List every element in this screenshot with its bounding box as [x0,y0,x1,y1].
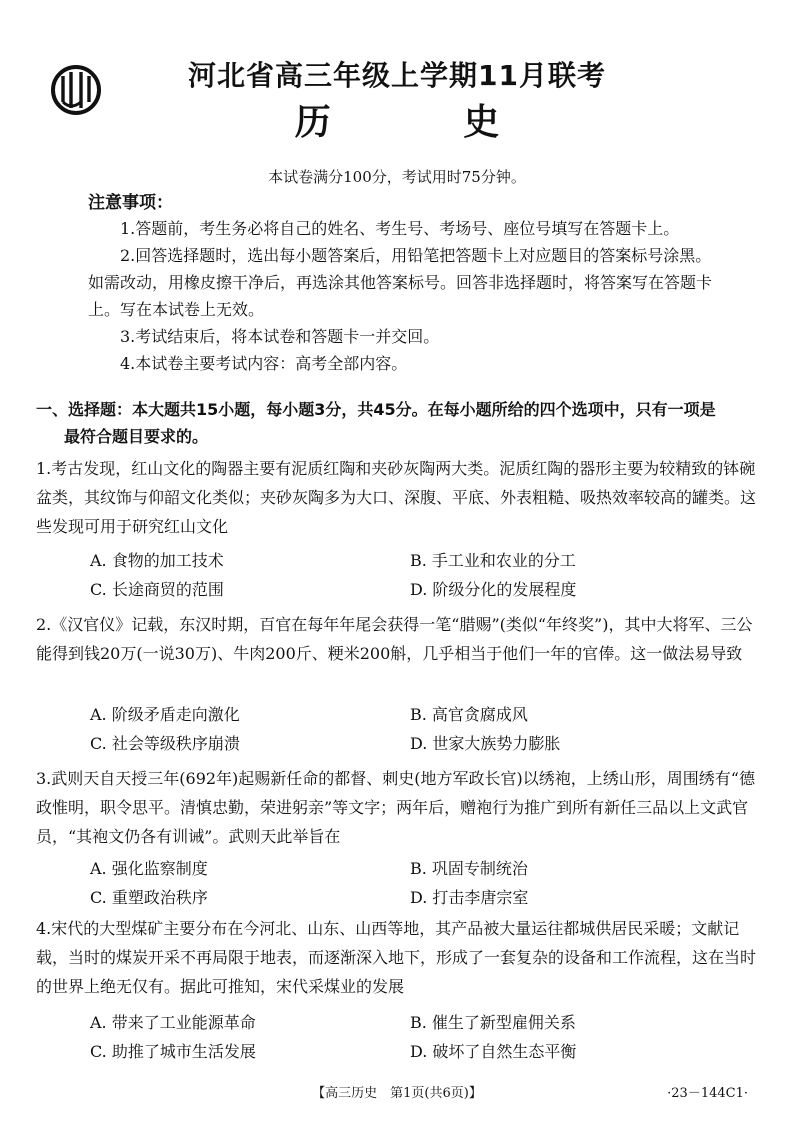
question-options [90,700,730,758]
section-heading [36,396,766,450]
exam-info: 本试卷满分100分，考试用时75分钟。 [268,168,526,186]
question-options [90,1008,730,1066]
option-d: D. 破坏了自然生态平衡 [410,1042,577,1061]
option-b: B. 催生了新型雇佣关系 [410,1013,576,1032]
option-b: B. 高官贪腐成风 [410,705,528,724]
note-item: 4.本试卷主要考试内容：高考全部内容。 [120,354,408,373]
option-a: A. 强化监察制度 [90,859,208,878]
subject-title: 历 史 [294,102,560,143]
notes-heading: 注意事项： [88,193,173,213]
note-item: 3.考试结束后，将本试卷和答题卡一并交回。 [120,327,440,346]
question-stem: 1.考古发现，红山文化的陶器主要有泥质红陶和夹砂灰陶两大类。泥质红陶的器形主要为较精致的钵碗盆类，其纹饰与仰韶文化类似；夹砂灰陶多为大口、深腹、平底、外表粗糙、吸热效率较高的罐类。这些发现可用于研究红山文化 [36,459,757,536]
question-stem: 2.《汉官仪》记载，东汉时期，百官在每年年尾会获得一笔“腊赐”(类似“年终奖”)，其中大将军、三公能得到钱20万(一说30万)、牛肉200斤、粳米200斛，几乎相当于他们一年的官俸。这一做法易导致 [36,615,753,663]
option-b: B. 巩固专制统治 [410,859,528,878]
option-a: A. 阶级矛盾走向激化 [90,705,240,724]
option-b: B. 手工业和农业的分工 [410,551,576,570]
option-c: C. 长途商贸的范围 [90,580,224,599]
section-heading-line2: 最符合题目要求的。 [64,427,209,446]
paper-code: ·23－144C1· [667,1086,748,1101]
section-heading-line1: 一、选择题：本大题共15小题，每小题3分，共45分。在每小题所给的四个选项中，只有一项是 [36,400,716,419]
exam-title: 河北省高三年级上学期11月联考 [188,59,606,92]
page-footer: 【高三历史 第1页(共6页)】 [312,1086,482,1101]
question-stem: 3.武则天自天授三年(692年)起赐新任命的都督、刺史(地方军政长官)以绣袍，上绣山形，周围绣有“德政惟明，职令思平。清慎忠勤，荣进躬亲”等文字；两年后，赠袍行为推广到所有新任三品以上文武官员，“其袍文仍各有训诫”。武则天此举旨在 [36,769,755,846]
option-a: A. 带来了工业能源革命 [90,1013,256,1032]
option-c: C. 助推了城市生活发展 [90,1042,256,1061]
option-c: C. 重塑政治秩序 [90,888,208,907]
option-d: D. 打击李唐宗室 [410,888,529,907]
note-item: 1.答题前，考生务必将自己的姓名、考生号、考场号、座位号填写在答题卡上。 [120,219,680,238]
question-options [90,546,730,604]
note-item: 2.回答选择题时，选出每小题答案后，用铅笔把答题卡上对应题目的答案标号涂黑。如需改动，用橡皮擦干净后，再选涂其他答案标号。回答非选择题时，将答案写在答题卡上。写在本试卷上无效。 [88,246,713,319]
option-d: D. 阶级分化的发展程度 [410,580,577,599]
option-d: D. 世家大族势力膨胀 [410,734,561,753]
question-options [90,854,730,912]
option-c: C. 社会等级秩序崩溃 [90,734,240,753]
question-stem: 4.宋代的大型煤矿主要分布在今河北、山东、山西等地，其产品被大量运往都城供居民采暖；文献记载，当时的煤炭开采不再局限于地表，而逐渐深入地下，形成了一套复杂的设备和工作流程，这在当时的世界上绝无仅有。据此可推知，宋代采煤业的发展 [36,919,757,996]
option-a: A. 食物的加工技术 [90,551,224,570]
